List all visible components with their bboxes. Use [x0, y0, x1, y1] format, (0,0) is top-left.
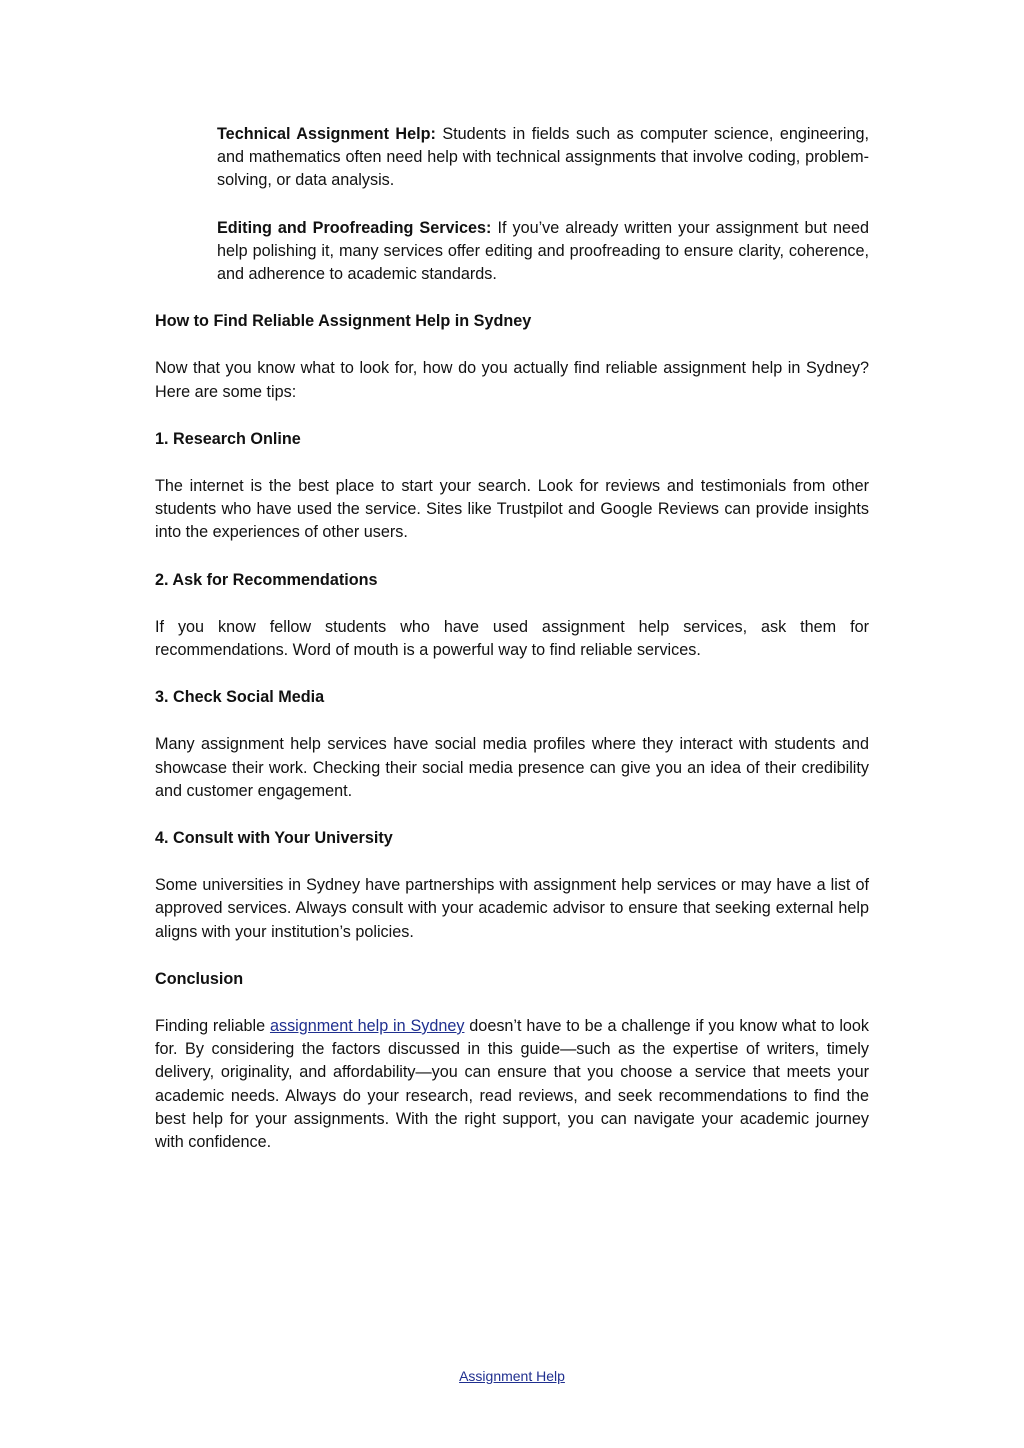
editing-proofreading-item — [217, 217, 869, 287]
find-help-intro: Now that you know what to look for, how do you actually find reliable assignment help in Sydney? Here are some tips: — [155, 359, 869, 401]
check-social-media-heading: 3. Check Social Media — [155, 688, 325, 707]
research-online-text: The internet is the best place to start your search. Look for reviews and testimonials from other students who have used the service. Sites like Trustpilot and Google Reviews can provide insights into the experiences of other users. — [155, 477, 869, 542]
editing-proofreading-text: If you’ve already written your assignment but need help polishing it, many services offer editing and proofreading to ensure clarity, coherence, and adherence to academic standards. — [217, 218, 869, 284]
conclusion-text — [155, 1015, 869, 1154]
conclusion-heading: Conclusion — [155, 969, 244, 988]
conclusion-after-link: doesn’t have to be a challenge if you know what to look for. By considering the factors discussed in this guide—such as the expertise of writers, timely delivery, originality, and affordability—you can ensure that you choose a service that meets your academic needs. Always do your research, read reviews, and seek recommendations to find the best help for your assignments. With the right support, you can navigate your academic journey with confidence. — [155, 1017, 870, 1152]
consult-university-heading: 4. Consult with Your University — [155, 829, 393, 848]
technical-help-label: Technical Assignment Help: — [217, 125, 436, 143]
page-footer — [0, 1366, 1024, 1386]
document-body — [155, 123, 869, 1178]
check-social-media-text: Many assignment help services have social media profiles where they interact with students and showcase their work. Checking their social media presence can give you an idea of their credibility and customer engagement. — [155, 735, 869, 800]
technical-help-text: Students in fields such as computer science, engineering, and mathematics often need help with technical assignments that involve coding, problem-solving, or data analysis. — [217, 125, 869, 190]
ask-recommendations-text: If you know fellow students who have used assignment help services, ask them for recommendations. Word of mouth is a powerful way to find reliable services. — [155, 617, 869, 660]
technical-help-item — [217, 123, 869, 193]
assignment-help-sydney-link[interactable]: assignment help in Sydney — [269, 1017, 465, 1036]
consult-university-text: Some universities in Sydney have partnerships with assignment help services or may have a list of approved services. Always consult with your academic advisor to ensure that seeking external help aligns with your institution’s policies. — [155, 876, 869, 941]
find-help-heading: How to Find Reliable Assignment Help in Sydney — [155, 312, 532, 331]
research-online-heading: 1. Research Online — [155, 429, 301, 448]
ask-recommendations-heading: 2. Ask for Recommendations — [155, 570, 378, 589]
conclusion-before-link: Finding reliable — [155, 1017, 270, 1036]
assignment-help-footer-link[interactable]: Assignment Help — [459, 1368, 565, 1384]
editing-proofreading-label: Editing and Proofreading Services: — [217, 218, 492, 237]
